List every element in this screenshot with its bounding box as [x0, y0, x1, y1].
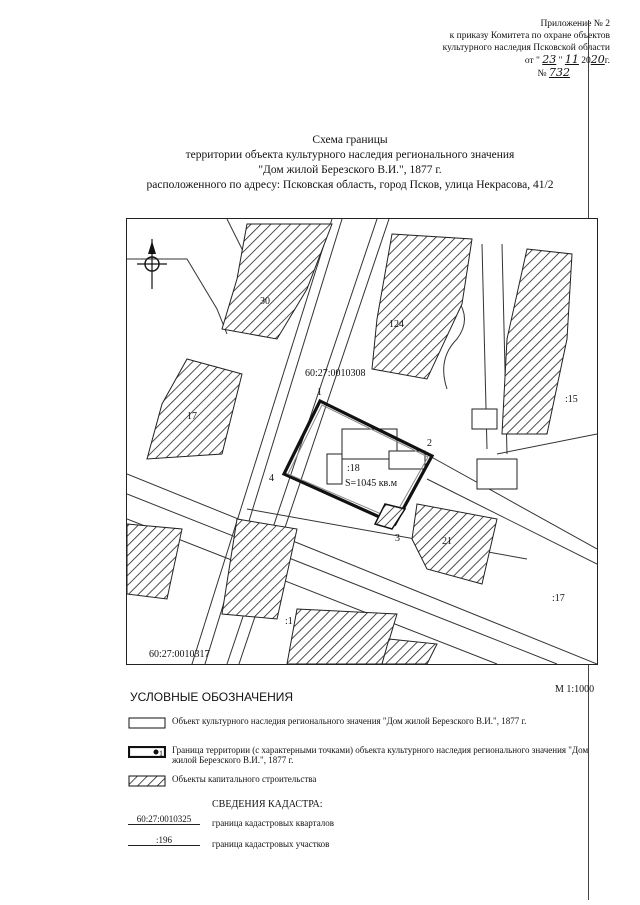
approval-line-3: культурного наследия Псковской области	[442, 43, 610, 53]
map-scale: М 1:1000	[555, 684, 595, 695]
cadastre-title: СВЕДЕНИЯ КАДАСТРА:	[212, 799, 323, 810]
building-15	[502, 249, 572, 434]
building-17	[147, 359, 242, 459]
legend-text-object: Объект культурного наследия регионального значения "Дом жилой Березского В.И.", 1877 г.	[172, 716, 527, 726]
cadastre-parcel-text: граница кадастровых участков	[212, 839, 330, 849]
building-plain-2	[389, 451, 425, 469]
approval-number-value: 732	[549, 66, 570, 79]
compass-icon	[137, 239, 167, 289]
label-parcel-21: 21	[442, 536, 452, 547]
title-line-3: "Дом жилой Березского В.И.", 1877 г.	[258, 164, 442, 176]
cadastre-quarter-text: граница кадастровых кварталов	[212, 818, 335, 828]
title-line-1: Схема границы	[312, 134, 388, 146]
legend-title: УСЛОВНЫЕ ОБОЗНАЧЕНИЯ	[130, 690, 294, 704]
building-124	[372, 234, 472, 379]
site-plan-map	[126, 218, 598, 665]
label-parcel-30: 30	[260, 296, 270, 307]
point-2: 2	[427, 438, 432, 449]
approval-line-2: к приказу Комитета по охране объектов	[449, 31, 610, 41]
label-parcel-17a: 17	[187, 411, 197, 422]
approval-month: 11	[564, 53, 579, 66]
label-area: S=1045 кв.м	[345, 478, 398, 489]
approval-date: от " 23 " 11 2020г.	[524, 53, 610, 66]
cadastre-parcel-sample: :196	[128, 835, 200, 846]
legend-symbol-object	[128, 717, 166, 729]
label-parcel-15: :15	[565, 394, 578, 405]
building-21	[412, 504, 497, 584]
label-parcel-18: :18	[347, 463, 360, 474]
building-plain-3	[477, 459, 517, 489]
approval-block	[380, 18, 610, 80]
legend-symbol-boundary	[128, 746, 166, 758]
approval-year: 20	[590, 53, 605, 66]
label-parcel-1: :1	[285, 616, 293, 627]
legend-text-buildings: Объекты капитального строительства	[172, 774, 317, 784]
point-1: 1	[317, 387, 322, 398]
heritage-building	[375, 504, 405, 529]
cadastre-quarter-sample: 60:27:0010325	[128, 814, 200, 825]
document-title	[100, 133, 600, 193]
label-quarter-top: 60:27:0010308	[305, 368, 366, 379]
building-left	[127, 524, 182, 599]
point-3: 3	[395, 533, 400, 544]
approval-number: № 732	[537, 66, 570, 79]
approval-line-1: Приложение № 2	[540, 19, 610, 29]
building-1c	[382, 639, 437, 664]
approval-day: 23	[542, 53, 557, 66]
building-1b	[287, 609, 397, 664]
map-drawing	[127, 219, 597, 664]
label-parcel-124: 124	[389, 319, 404, 330]
point-4: 4	[269, 473, 274, 484]
label-quarter-bottom: 60:27:0010317	[149, 649, 210, 660]
title-line-2: территории объекта культурного наследия регионального значения	[185, 149, 515, 161]
legend-boundary-point: 1	[159, 749, 163, 758]
legend-text-boundary: Граница территории (с характерными точками) объекта культурного наследия регионального значения "Дом жилой Березского В.И.", 1877 г.	[172, 745, 589, 765]
label-parcel-17b: :17	[552, 593, 565, 604]
legend-symbol-buildings	[128, 775, 166, 787]
title-address: расположенного по адресу: Псковская область, город Псков, улица Некрасова, 41/2	[146, 179, 554, 191]
building-plain-5	[472, 409, 497, 429]
building-plain-4	[327, 454, 342, 484]
